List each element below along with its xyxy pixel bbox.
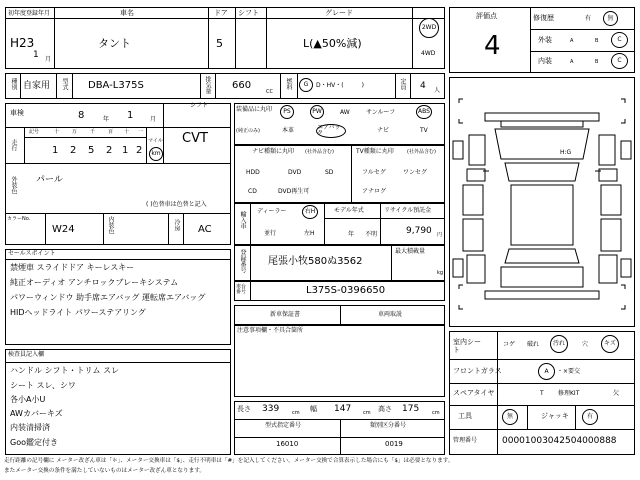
class-no-label: 類別区分番号 [370,422,407,429]
int-grade-b: B [595,59,599,65]
seat-tear: 破れ [527,341,540,348]
repair-no-circle: 無 [603,11,618,26]
navi-title: ナビ種類に丸印 [252,148,295,155]
tv-sub: (社外品含む) [407,149,436,155]
interior-label: 内装色 [107,216,114,234]
car-diagram [449,77,635,327]
width-label: 幅 [310,405,317,413]
tv-fullseg: フルセグ [362,169,386,176]
equip-abs-circle: ABS [416,105,432,119]
model-year-label: モデル年式 [334,207,364,214]
capacity-label: 定員 [399,78,406,90]
spec-row [5,73,445,99]
equipment-sub: (純正のみ) [236,128,260,134]
capacity-unit: 人 [434,87,441,94]
seat-scratch-circle: キズ [601,335,619,353]
inspector-title: 検査員記入欄 [8,351,45,358]
navi-dvd-play: DVD再生可 [278,188,310,195]
mileage-label: 走行 [10,139,17,151]
mileage-digit-1: 1 [52,145,59,156]
model-year-year: 年 [348,231,355,238]
control-value: 00001003042504000888 [502,436,617,446]
import-left: 左H [304,230,315,237]
selling-line-1: 禁煙車 スライドドア キーレスキー [10,263,135,272]
displacement-unit: CC [266,89,273,95]
height-value: 175 [402,404,420,414]
inspection-label: 車検 [10,109,24,117]
length-label: 長さ [237,405,251,413]
front-glass-rest: ・×要交 [557,368,581,375]
mileage-col-1: 一 [138,129,144,135]
mileage-digit-4: 2 [106,145,113,156]
first-reg-year: H23 [10,36,35,50]
diagram-mark: H:G [560,149,572,156]
int-grade-label: 内装 [538,57,552,65]
max-load-unit: kg [437,270,444,276]
type-no-label: 型式指定番号 [265,422,302,429]
seat-scorch: コゲ [503,341,516,348]
warranty-label: 新車保証書 [270,311,301,318]
equip-ps-circle: PS [280,105,294,119]
equip-tv: TV [420,127,428,134]
import-label: 輸入車 [239,211,246,229]
tools-value-circle: 無 [502,409,518,425]
repair-label: 修復歴 [533,14,554,22]
length-value: 339 [262,404,280,414]
class-no-value: 0019 [385,440,403,448]
tv-oneseg: ワンセグ [403,169,428,176]
first-reg-month: 1 [33,50,39,60]
model-code-label: 型式 [61,78,68,90]
import-right-circle: 右H [302,205,318,219]
inspector-line-6: Goo鑑定付き [10,438,58,447]
equipment-title: 装備品に丸印 [236,106,273,113]
doors-value: 5 [216,37,223,50]
seat-label: 室内シート [453,338,481,355]
spare-kit: 修理KIT [558,390,580,397]
drive-2wd-circle: 2WD [419,18,439,38]
ext-grade-c-circle: C [611,32,628,48]
tv-analog: アナログ [362,188,387,195]
int-grade-c-circle: C [611,53,628,69]
spare-label: スペアタイヤ [453,389,495,397]
max-load-label: 最大積載量 [395,248,426,255]
mileage-unit-mile: マイル [148,138,163,144]
inspector-line-4: AWカバーキズ [10,409,63,418]
import-parallel: 並行 [264,230,277,237]
mileage-col-10k: 万 [72,129,78,135]
spare-t: T [540,390,544,397]
selling-line-4: HIDヘッドライト パワーステアリング [10,308,146,317]
mileage-digit-3: 5 [88,145,95,156]
exterior-label: 外装色 [10,176,17,194]
shift-top-label: シフト [238,9,259,17]
fuel-label: 燃料 [285,78,292,90]
usage-value: 自家用 [23,81,51,91]
capacity-value: 4 [420,81,426,91]
drive-4wd: 4WD [421,50,436,57]
equip-leather: 本革 [282,127,295,134]
inspector-line-5: 内装清掃済 [10,423,50,432]
height-label: 高さ [378,405,392,413]
navi-sd: SD [325,169,334,176]
repair-yes: 有 [585,15,592,22]
inspection-month: 1 [127,110,134,121]
vin-value: L375S-0396650 [306,285,386,296]
inspection-month-unit: 月 [150,116,157,123]
tools-label: 工具 [458,412,472,420]
doors-label: ドア [214,9,228,17]
usage-label: 種別 [10,78,17,90]
type-no-value: 16010 [276,440,299,448]
model-year-unknown: 不明 [365,231,378,238]
ac-value: AC [198,224,212,235]
recycle-value: 9,790 [406,226,432,236]
height-unit: cm [432,410,440,416]
recycle-label: リサイクル預託金 [384,207,432,214]
fuel-g-circle: G [299,78,313,92]
notice-label: 注意事項欄・不具合箇所 [237,327,304,334]
tv-title: TV種類に丸印 [356,148,394,155]
score-label: 評価点 [476,12,497,20]
equip-airbag-circle: エアバック [316,124,346,138]
jack-label: ジャッキ [541,412,569,420]
jack-value-circle: 有 [582,409,598,425]
mileage-col-10: 十 [124,129,130,135]
selling-points-title: セールスポイント [8,250,56,257]
equip-aw: AW [340,109,350,116]
footer-line-2: またメーター交換の条件を満たしていないものはメーター改ざん車となります。 [4,468,205,474]
grade-label: グレード [325,9,353,17]
vin-label: 車台番号 [236,284,247,295]
inspection-year: 8 [78,110,85,121]
spare-missing: 欠 [613,390,620,397]
displacement-value: 660 [232,80,252,91]
footer-line-1: 走行距離の記号欄に メーター改ざん車は「＊」、メーター交換車は「$」、走行不明車は「#」を記入してください。メーター交換で合算表示した場合にも「$」は必要となります。 [4,458,454,464]
ext-grade-label: 外装 [538,36,552,44]
front-glass-label: フロントガラス [453,367,502,375]
manual-label: 車両取説 [378,311,403,318]
ac-label: 冷房 [173,219,180,231]
navi-hdd: HDD [246,169,260,176]
selling-line-2: 純正オーディオ アンチロックブレーキシステム [10,278,179,287]
plate-label: 登録番号 [239,249,246,273]
color-no-value: W24 [52,224,75,235]
mileage-digit-2: 2 [70,145,77,156]
length-unit: cm [292,410,300,416]
inspection-year-unit: 年 [103,116,110,123]
import-dealer: ディーラー [257,208,287,215]
ext-grade-b: B [595,38,599,44]
mileage-col-100k: 十 [54,129,60,135]
width-unit: cm [363,410,371,416]
mileage-digit-6: 2 [136,145,143,156]
shift-label: シフト [190,102,209,109]
inspector-line-2: シート スレ、シワ [10,381,76,390]
equip-navi: ナビ [377,127,390,134]
front-glass-a-circle: A [538,363,555,380]
car-name-value: タント [98,37,131,50]
first-reg-label: 初年度登録年月 [8,10,51,17]
plate-value: 尾張小牧580ぬ3562 [268,256,363,267]
navi-dvd: DVD [288,169,302,176]
width-value: 147 [334,404,352,414]
ext-grade-a: A [570,38,574,44]
equip-sunroof: サンルーフ [366,109,396,116]
navi-sub: (社外品含む) [305,149,334,155]
seat-hole: 穴 [582,341,589,348]
mileage-col-100: 百 [108,129,114,135]
navi-cd: CD [248,188,257,195]
transmission-value: CVT [182,131,208,146]
inspector-line-3: 各小A小U [10,395,46,404]
mileage-digit-5: 1 [122,145,129,156]
model-code-value: DBA-L375S [88,80,144,91]
exterior-value: パール [36,175,63,185]
equip-pw-circle: PW [310,105,324,119]
car-name-label: 車名 [120,9,134,17]
notice-box [234,325,445,397]
score-value: 4 [484,31,501,61]
selling-line-3: パワーウィンドウ 助手席エアバッグ 運転席エアバッグ [10,293,206,302]
mileage-col-mark: 記号 [29,129,40,135]
control-label: 管理番号 [453,437,478,444]
color-no-label: カラーNo. [7,216,31,222]
recycle-unit: 円 [437,232,443,238]
inspector-line-1: ハンドル シフト・トリム スレ [10,366,120,375]
displacement-label: 排気量 [204,76,211,94]
seat-stain-circle: 汚れ [550,335,568,353]
exterior-note: ( )色替車は色替と記入 [146,201,207,208]
grade-value: L(▲50%減) [303,37,362,50]
mileage-km-circle: km [149,147,163,161]
first-reg-month-unit: 月 [45,56,52,63]
mileage-col-1k: 千 [90,129,96,135]
int-grade-a: A [570,59,574,65]
fuel-options: D・HV・( ) [316,82,364,89]
